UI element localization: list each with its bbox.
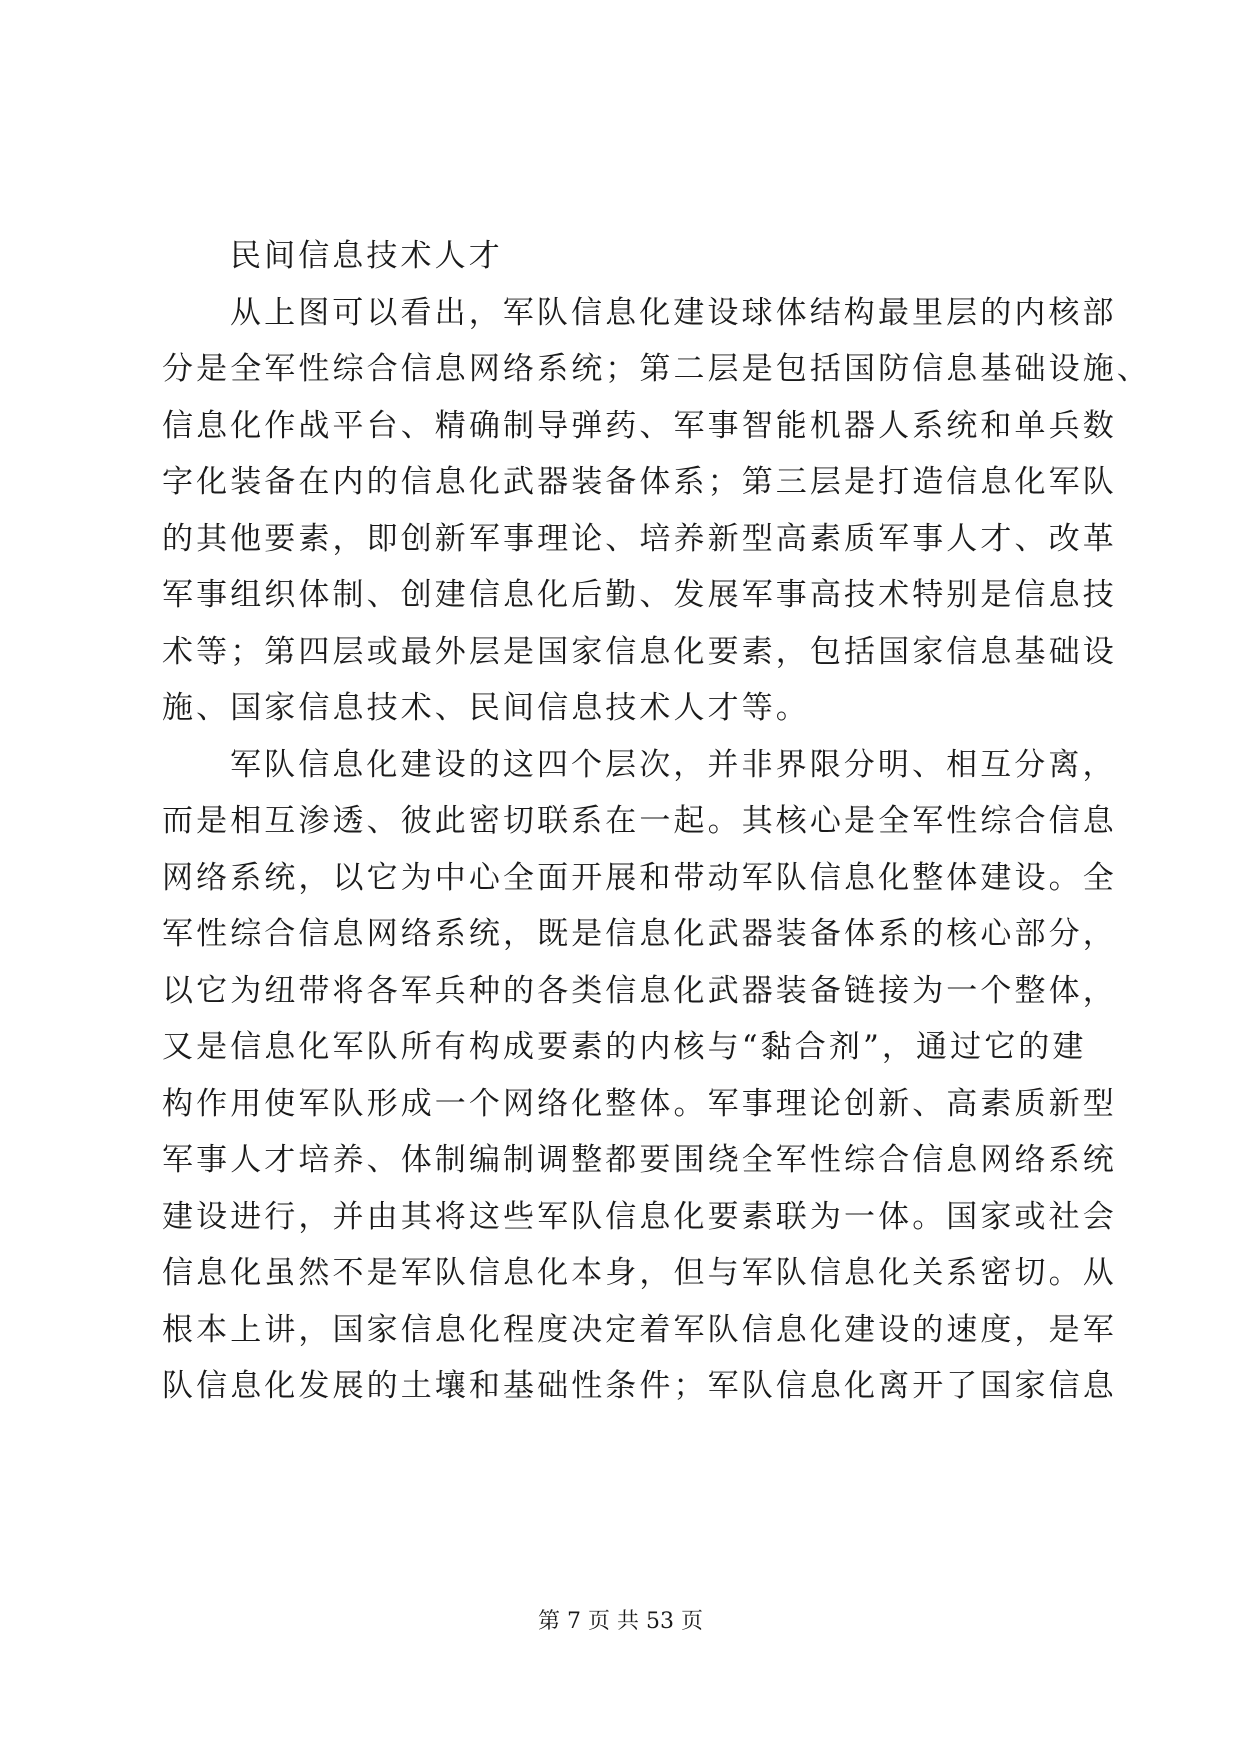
text-line: 网络系统，以它为中心全面开展和带动军队信息化整体建设。全 (162, 859, 1117, 896)
text-line: 军性综合信息网络系统，既是信息化武器装备体系的核心部分， (162, 916, 1117, 952)
text-line: 民间信息技术人才 (230, 238, 503, 274)
text-line: 以它为纽带将各军兵种的各类信息化武器装备链接为一个整体， (162, 972, 1117, 1009)
body-text (162, 228, 1151, 1415)
text-line: 又是信息化军队所有构成要素的内核与“黏合剂”，通过它的建 (162, 1029, 1087, 1065)
text-line: 施、国家信息技术、民间信息技术人才等。 (162, 690, 810, 726)
text-line: 术等；第四层或最外层是国家信息化要素，包括国家信息基础设 (162, 633, 1117, 670)
text-line: 军事人才培养、体制编制调整都要围绕全军性综合信息网络系统 (162, 1142, 1117, 1178)
text-line: 构作用使军队形成一个网络化整体。军事理论创新、高素质新型 (162, 1085, 1117, 1122)
text-line: 信息化作战平台、精确制导弹药、军事智能机器人系统和单兵数 (162, 407, 1117, 444)
text-line: 根本上讲，国家信息化程度决定着军队信息化建设的速度，是军 (162, 1311, 1117, 1348)
page-footer: 第 7 页 共 53 页 (538, 1609, 703, 1634)
text-line: 军队信息化建设的这四个层次，并非界限分明、相互分离， (230, 746, 1117, 783)
text-line: 军事组织体制、创建信息化后勤、发展军事高技术特别是信息技 (162, 577, 1117, 613)
text-line: 分是全军性综合信息网络系统；第二层是包括国防信息基础设施、 (162, 351, 1151, 387)
text-line: 的其他要素，即创新军事理论、培养新型高素质军事人才、改革 (162, 520, 1117, 557)
text-line: 队信息化发展的土壤和基础性条件；军队信息化离开了国家信息 (162, 1368, 1117, 1404)
text-line: 字化装备在内的信息化武器装备体系；第三层是打造信息化军队 (162, 464, 1117, 500)
text-line: 信息化虽然不是军队信息化本身，但与军队信息化关系密切。从 (162, 1255, 1117, 1291)
text-line: 建设进行，并由其将这些军队信息化要素联为一体。国家或社会 (162, 1198, 1117, 1235)
text-line: 从上图可以看出，军队信息化建设球体结构最里层的内核部 (230, 294, 1117, 331)
text-line: 而是相互渗透、彼此密切联系在一起。其核心是全军性综合信息 (162, 803, 1117, 839)
